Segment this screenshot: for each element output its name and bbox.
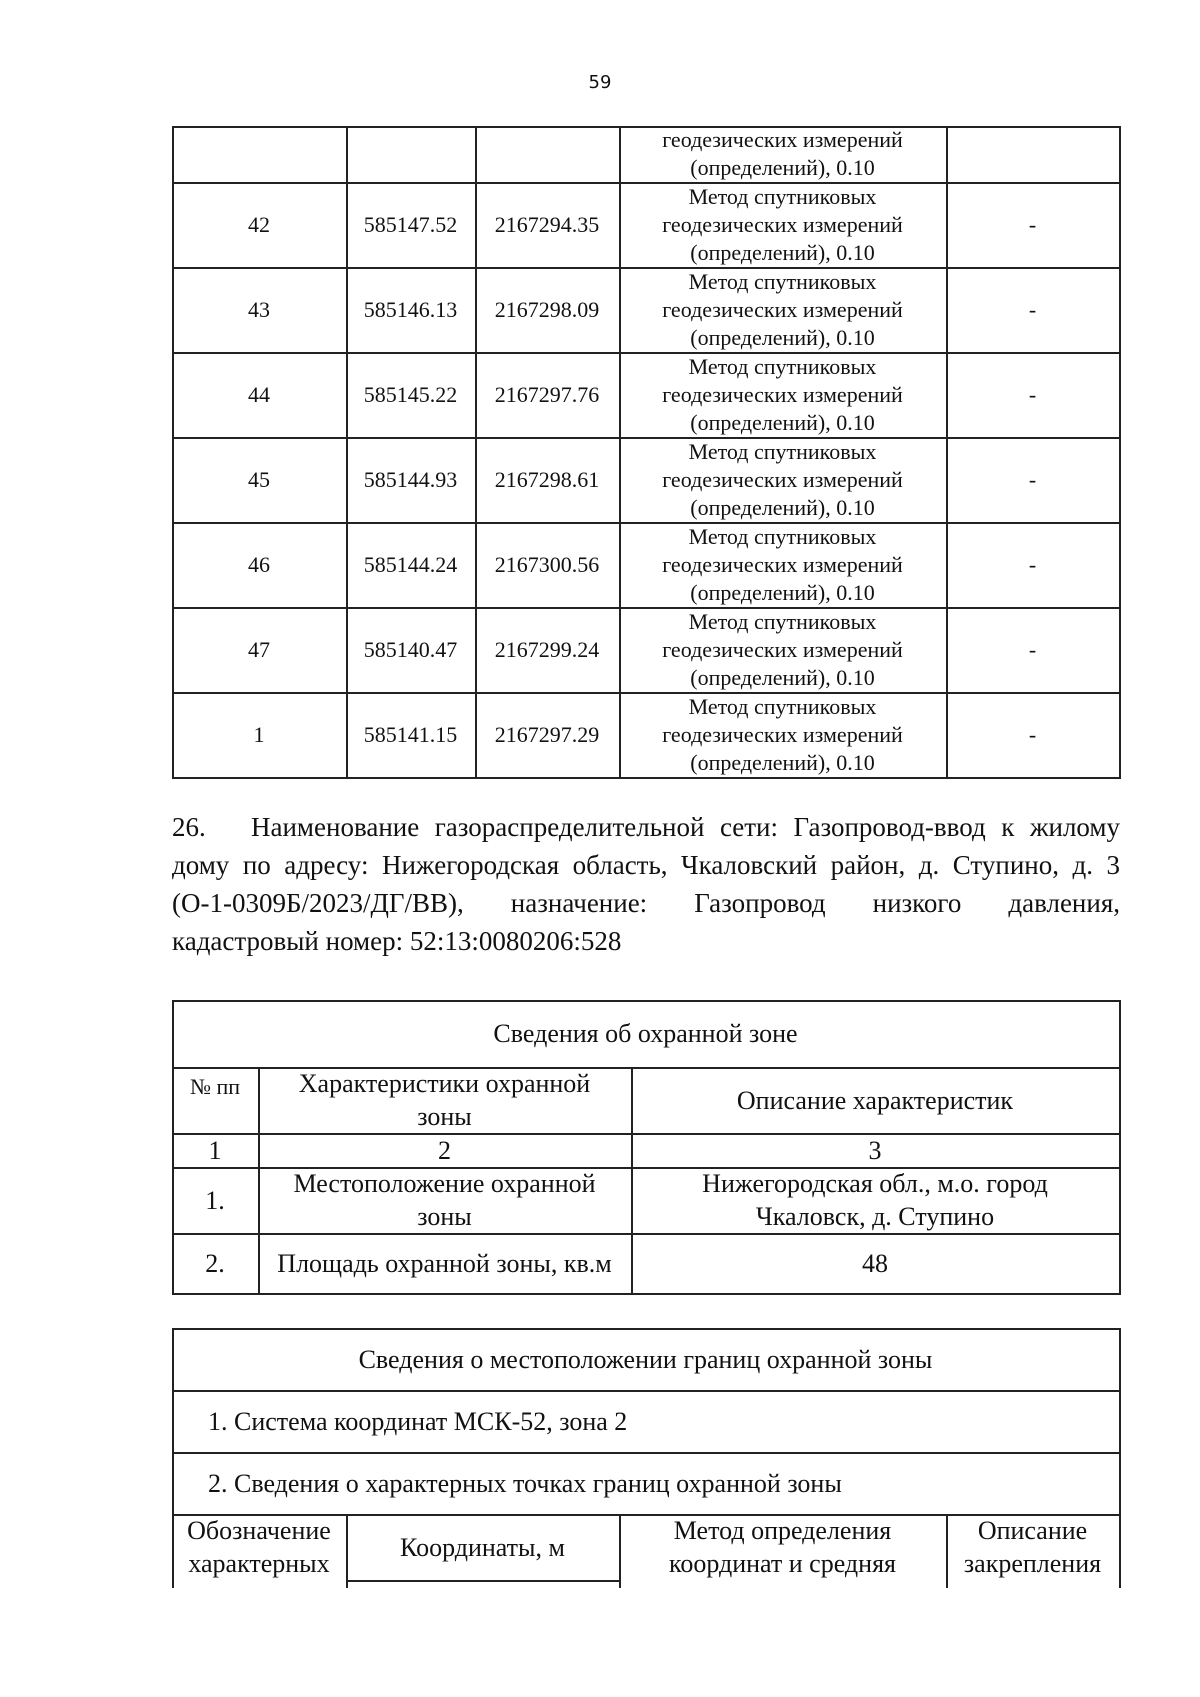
cell-point: 42: [248, 211, 270, 237]
cell-x: 585144.93: [363, 466, 458, 492]
cell-x: [346, 126, 475, 182]
cell-fix: -: [1028, 466, 1037, 492]
cell-y: 2167298.09: [494, 296, 600, 322]
cell-method: Метод спутниковых геодезических измерений (определений), 0.10: [662, 438, 903, 520]
table-rule: [172, 777, 1119, 779]
header-coordinates: Координаты, м: [400, 1532, 565, 1562]
points-heading: 2. Сведения о характерных точках границ охранной зоны: [208, 1468, 842, 1498]
cell-fix: -: [1028, 211, 1037, 237]
cell-point: 47: [248, 636, 270, 662]
header-description: Описание характеристик: [736, 1085, 1014, 1115]
table-rule: [346, 1580, 619, 1582]
paragraph-line: 26. Наименование газораспределительной сети: Газопровод-ввод к жилому: [172, 808, 1120, 846]
zone-table-title: Сведения об охранной зоне: [493, 1019, 798, 1048]
cell-point: 43: [248, 296, 270, 322]
cell-point: 44: [248, 381, 270, 407]
boundary-table-title: Сведения о местоположении границ охранной зоны: [358, 1344, 933, 1374]
paragraph-line: (О-1-0309Б/2023/ДГ/ВВ), назначение: Газопровод низкого давления,: [172, 888, 1120, 918]
column-number: 1: [208, 1135, 222, 1165]
table-rule: [1119, 126, 1121, 779]
cell-point: 1: [253, 721, 265, 747]
cell-x: 585141.15: [363, 721, 458, 747]
cell-y: 2167300.56: [494, 551, 600, 577]
cell-y: 2167299.24: [494, 636, 600, 662]
row-description: Нижегородская обл., м.о. город Чкаловск, д. Ступино: [702, 1169, 1048, 1231]
cell-point: 46: [248, 551, 270, 577]
paragraph-line: кадастровый номер: 52:13:0080206:528: [172, 926, 622, 956]
paragraph-line: дому по адресу: Нижегородская область, Чкаловский район, д. Ступино, д. 3: [172, 850, 1120, 880]
cell-point: 45: [248, 466, 270, 492]
cell-method: Метод спутниковых геодезических измерений (определений), 0.10: [662, 608, 903, 690]
cell-y: 2167297.76: [494, 381, 600, 407]
header-fixing: Описание закрепления: [963, 1516, 1102, 1578]
cell-y: [475, 126, 619, 182]
table-rule: [1119, 1328, 1121, 1588]
cell-method: геодезических измерений (определений), 0.10: [662, 127, 903, 180]
row-characteristic: Местоположение охранной зоны: [293, 1169, 596, 1231]
row-number: 2.: [205, 1248, 225, 1278]
cell-x: 585140.47: [363, 636, 458, 662]
cell-x: 585144.24: [363, 551, 458, 577]
column-number: 2: [438, 1135, 451, 1165]
cell-point: [172, 126, 346, 182]
cell-fix: -: [1028, 721, 1037, 747]
cell-method: Метод спутниковых геодезических измерений (определений), 0.10: [662, 353, 903, 435]
cell-x: 585147.52: [363, 211, 458, 237]
cell-fix: -: [1028, 551, 1037, 577]
row-number: 1.: [205, 1185, 225, 1215]
row-description: 48: [862, 1248, 888, 1278]
cell-method: Метод спутниковых геодезических измерений (определений), 0.10: [662, 268, 903, 350]
coordinate-system: 1. Система координат МСК-52, зона 2: [208, 1406, 628, 1436]
cell-method: Метод спутниковых геодезических измерений (определений), 0.10: [662, 523, 903, 605]
section-paragraph: [172, 808, 1120, 960]
cell-method: Метод спутниковых геодезических измерений (определений), 0.10: [662, 693, 903, 775]
column-number: 3: [868, 1135, 882, 1165]
table-rule: [1119, 1000, 1121, 1295]
cell-fix: -: [1028, 636, 1037, 662]
section-number: 26.: [172, 812, 206, 842]
header-point: Обозначение характерных: [187, 1516, 331, 1578]
cell-method: Метод спутниковых геодезических измерений (определений), 0.10: [662, 183, 903, 265]
header-num: № пп: [189, 1074, 241, 1099]
cell-fix: -: [1028, 381, 1037, 407]
header-characteristic: Характеристики охранной зоны: [298, 1069, 591, 1131]
cell-x: 585145.22: [363, 381, 458, 407]
cell-fix: [946, 126, 1119, 182]
header-method: Метод определения координат и средняя: [669, 1516, 896, 1578]
page-number: 59: [588, 72, 612, 93]
row-characteristic: Площадь охранной зоны, кв.м: [277, 1248, 612, 1278]
cell-fix: -: [1028, 296, 1037, 322]
cell-y: 2167294.35: [494, 211, 600, 237]
table-rule: [172, 1293, 1119, 1295]
cell-y: 2167298.61: [494, 466, 600, 492]
cell-y: 2167297.29: [494, 721, 600, 747]
cell-x: 585146.13: [363, 296, 458, 322]
